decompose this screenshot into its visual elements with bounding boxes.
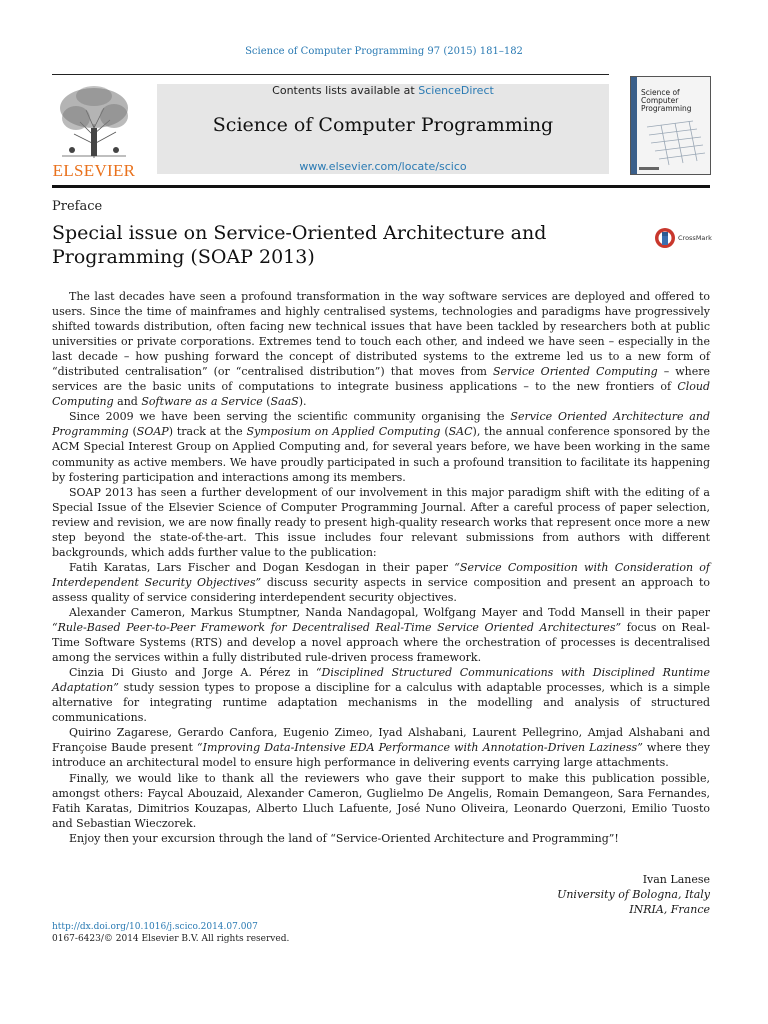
journal-banner bbox=[157, 84, 609, 174]
contents-prefix: Contents lists available at bbox=[272, 84, 419, 97]
elsevier-logo bbox=[52, 84, 136, 178]
author-affiliation: University of Bologna, Italy bbox=[557, 888, 710, 901]
author-name: Ivan Lanese bbox=[642, 873, 710, 886]
section-label: Preface bbox=[52, 199, 103, 214]
elsevier-wordmark: ELSEVIER bbox=[52, 161, 136, 180]
contents-line bbox=[157, 84, 609, 97]
sciencedirect-link[interactable]: ScienceDirect bbox=[418, 84, 494, 97]
body-paragraph: Since 2009 we have been serving the scientific community organising the Service Oriented Architecture and Programming (SOAP) track at the Symposium on Applied Computing (SAC), the annual conference sponsored by the ACM Special Interest Group on Applied Computing and, for several years before, we have been working in the same community as active members. We have proudly participated in such a profound transition to facilitate its happening by fostering participation and interactions among its members. bbox=[52, 410, 710, 484]
header-divider bbox=[52, 185, 710, 188]
article-body bbox=[52, 289, 710, 846]
tree-icon bbox=[52, 84, 136, 160]
body-paragraph: Enjoy then your excursion through the land of “Service-Oriented Architecture and Programming”! bbox=[69, 831, 619, 845]
doi-link[interactable]: http://dx.doi.org/10.1016/j.scico.2014.07.007 bbox=[52, 922, 258, 932]
author-signature bbox=[557, 872, 710, 917]
body-paragraph: Quirino Zagarese, Gerardo Canfora, Eugenio Zimeo, Iyad Alshabani, Laurent Pellegrino, Amjad Alshabani and Françoise Baude present “Improving Data-Intensive EDA Performance with Annotation-Driven Laziness” where they introduce an architectural model to ensure high performance in delivering events carrying large attachments. bbox=[52, 726, 710, 770]
article-title: Special issue on Service-Oriented Architecture and Programming (SOAP 2013) bbox=[52, 222, 547, 268]
page-footer bbox=[52, 921, 289, 945]
cover-title: Science of Computer Programming bbox=[641, 88, 692, 113]
body-paragraph: Fatih Karatas, Lars Fischer and Dogan Kesdogan in their paper “Service Composition with Consideration of Interdependent Security Objectives” discuss security aspects in service composition and present an approach to assess quality of service considering interdependent security objectives. bbox=[52, 560, 710, 604]
journal-cover[interactable] bbox=[630, 76, 711, 175]
body-paragraph: Cinzia Di Giusto and Jorge A. Pérez in “Disciplined Structured Communications with Disciplined Runtime Adaptation” study session types to propose a discipline for a calculus with adaptable processes, which is a simple alternative for integrating runtime adaptation mechanisms in the modelling and analysis of structured communications. bbox=[52, 666, 710, 725]
body-paragraph: SOAP 2013 has seen a further development of our involvement in this major paradigm shift with the editing of a Special Issue of the Elsevier Science of Computer Programming Journal. After a careful process of paper selection, review and revision, we are now finally ready to present high-quality research works that represent once more a new step beyond the state-of-the-art. This issue includes four relevant submissions from authors with different backgrounds, which adds further value to the publication: bbox=[52, 485, 710, 559]
body-paragraph: Finally, we would like to thank all the reviewers who gave their support to make this publication possible, amongst others: Faycal Abouzaid, Alexander Cameron, Guglielmo De Angelis, Romain Demangeon, Sara Fernandes, Fatih Karatas, Dimitrios Kouzapas, Alberto Lluch Lafuente, José Nuno Oliveira, Leonardo Querzoni, Emilio Tuosto and Sebastian Wieczorek. bbox=[52, 771, 710, 830]
crossmark-label: CrossMark bbox=[678, 234, 712, 242]
body-paragraph: Alexander Cameron, Markus Stumptner, Nanda Nandagopal, Wolfgang Mayer and Todd Mansell in their paper “Rule-Based Peer-to-Peer Framework for Decentralised Real-Time Service Oriented Architectures” focus on Real-Time Software Systems (RTS) and develop a novel approach where the orchestration of processes is decentralised among the services within a fully distributed rule-driven process framework. bbox=[52, 605, 710, 665]
top-divider bbox=[52, 74, 609, 75]
author-affiliation: INRIA, France bbox=[629, 903, 710, 916]
journal-title: Science of Computer Programming bbox=[212, 114, 554, 136]
crossmark-badge[interactable] bbox=[654, 226, 712, 250]
journal-url-link[interactable]: www.elsevier.com/locate/scico bbox=[299, 160, 467, 173]
copyright-notice: 0167-6423/© 2014 Elsevier B.V. All rights reserved. bbox=[52, 934, 290, 944]
journal-reference[interactable]: Science of Computer Programming 97 (2015) 181–182 bbox=[245, 46, 523, 57]
crossmark-icon bbox=[654, 227, 676, 249]
body-paragraph: The last decades have seen a profound transformation in the way software services are deployed and offered to users. Since the time of mainframes and highly centralised systems, technologies and paradigms have progressively shifted towards distribution, often facing new technical issues that have been tackled by researchers both at public universities or private corporations. Extremes tend to touch each other, and indeed we have seen – especially in the last decade – how pushing forward the concept of distributed systems to the extreme led us to a new form of “distributed centralisation” (or “centralised distribution”) that moves from Service Oriented Computing – where services are the basic units of computations to integrate business applications – to the new frontiers of Cloud Computing and Software as a Service (SaaS). bbox=[52, 290, 710, 409]
